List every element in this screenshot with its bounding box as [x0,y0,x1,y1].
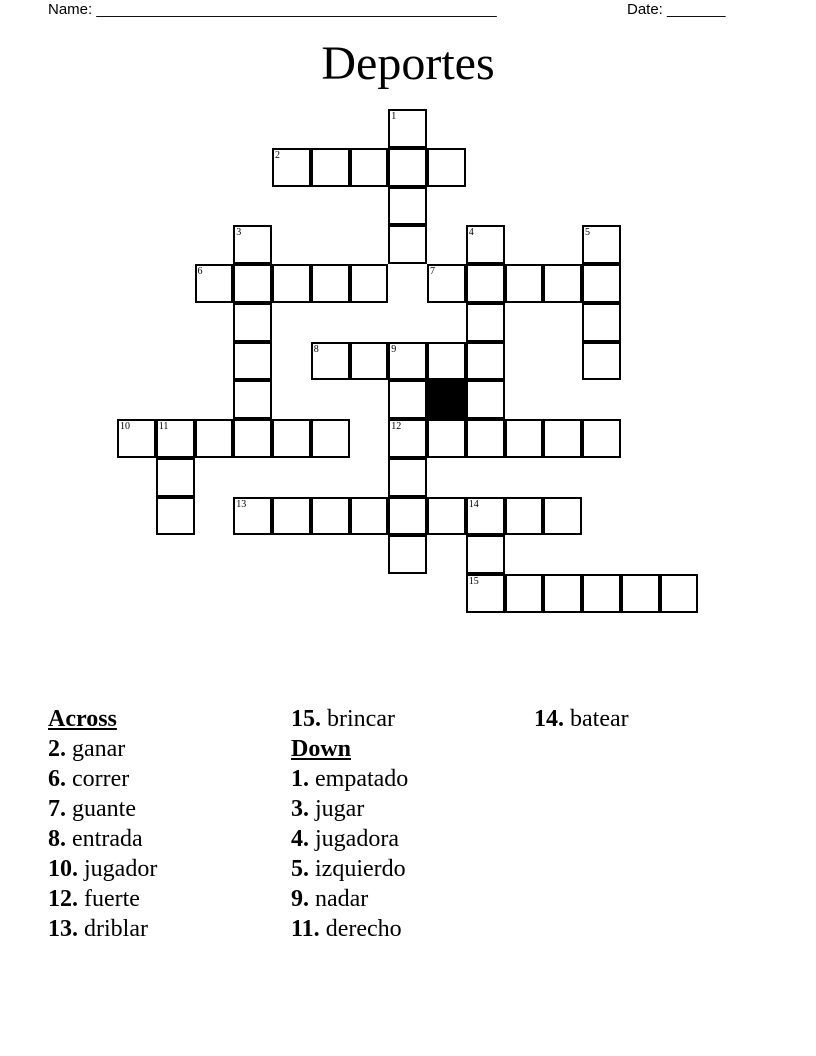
grid-cell[interactable] [427,342,466,381]
cell-number: 3 [236,227,242,239]
clue: 12. fuerte [48,886,140,912]
grid-cell[interactable] [272,264,311,303]
grid-cell[interactable] [543,497,582,536]
grid-cell[interactable] [505,419,544,458]
grid-cell[interactable] [195,264,234,303]
grid-cell[interactable] [505,264,544,303]
grid-cell[interactable] [543,419,582,458]
grid-cell[interactable] [466,225,505,264]
grid-cell[interactable] [350,497,389,536]
grid-cell[interactable] [466,497,505,536]
grid-cell[interactable] [311,148,350,187]
grid-cell[interactable] [466,380,505,419]
cell-number: 1 [391,111,397,122]
grid-cell[interactable] [388,535,427,574]
clue: 3. jugar [291,796,365,822]
clue: 11. derecho [291,916,402,942]
cell-number: 8 [313,343,319,355]
grid-cell[interactable] [505,574,544,613]
grid-cell[interactable] [311,264,350,303]
clue: 6. correr [48,766,130,792]
down-heading: Down [291,736,352,762]
grid-cell[interactable] [543,264,582,303]
grid-cell[interactable] [543,574,582,613]
grid-cell[interactable] [466,303,505,342]
grid-cell[interactable] [233,225,272,264]
grid-cell[interactable] [466,574,505,613]
cell-number: 5 [585,227,590,239]
grid-cell[interactable] [582,574,621,613]
cell-number: 11 [158,421,169,432]
grid-cell[interactable] [272,419,311,458]
grid-cell[interactable] [466,264,505,303]
grid-cell[interactable] [233,342,272,381]
clue: 10. jugador [48,856,158,882]
clue: 9. nadar [291,886,369,912]
grid-cell[interactable] [427,497,466,536]
clue: 8. entrada [48,826,143,852]
page-title: Deportes [321,37,495,90]
grid-cell[interactable] [156,458,195,497]
grid-cell[interactable] [311,419,350,458]
grid-cell[interactable] [388,380,427,419]
clue: 14. batear [534,706,629,732]
grid-cell[interactable] [388,497,427,536]
grid-cell[interactable] [582,303,621,342]
grid-cell[interactable] [388,225,427,264]
grid-cell[interactable] [272,148,311,187]
black-cell [427,380,466,419]
grid-cell[interactable] [466,535,505,574]
cell-number: 7 [430,266,435,277]
grid-cell[interactable] [388,148,427,187]
grid-cell[interactable] [582,264,621,303]
grid-cell[interactable] [233,303,272,342]
cell-number: 12 [391,421,402,432]
grid-cell[interactable] [427,264,466,303]
grid-cell[interactable] [660,574,699,613]
cell-number: 15 [468,576,479,587]
grid-cell[interactable] [233,380,272,419]
grid-cell[interactable] [117,419,156,458]
clues-column-3 [534,704,629,734]
cell-number: 10 [120,421,130,432]
cell-number: 13 [236,498,247,510]
clue: 2. ganar [48,736,126,762]
clue: 15. brincar [291,706,395,732]
grid-cell[interactable] [350,148,389,187]
grid-cell[interactable] [233,264,272,303]
cell-number: 2 [275,149,280,161]
clue: 7. guante [48,796,136,822]
clues-column-1 [48,704,157,944]
grid-cell[interactable] [156,497,195,536]
clue: 4. jugadora [291,826,399,852]
clue: 5. izquierdo [291,856,406,882]
grid-cell[interactable] [311,497,350,536]
grid-cell[interactable] [350,342,389,381]
grid-cell[interactable] [388,458,427,497]
clue: 1. empatado [291,766,409,792]
grid-cell[interactable] [388,342,427,381]
grid-cell[interactable] [427,419,466,458]
grid-cell[interactable] [427,148,466,187]
grid-cell[interactable] [466,342,505,381]
grid-cell[interactable] [195,419,234,458]
cell-number: 6 [197,266,203,277]
grid-cell[interactable] [350,264,389,303]
cell-number: 4 [468,227,474,239]
across-heading: Across [48,706,117,732]
grid-cell[interactable] [505,497,544,536]
cell-number: 14 [468,498,479,510]
grid-cell[interactable] [388,419,427,458]
grid-cell[interactable] [233,497,272,536]
grid-cell[interactable] [272,497,311,536]
date-field[interactable]: Date: _______ [627,1,726,18]
grid-cell[interactable] [466,419,505,458]
grid-cell[interactable] [311,342,350,381]
grid-cell[interactable] [388,109,427,148]
grid-cell[interactable] [582,419,621,458]
grid-cell[interactable] [582,342,621,381]
clue: 13. driblar [48,916,148,942]
grid-cell[interactable] [388,187,427,226]
grid-cell[interactable] [621,574,660,613]
grid-cell[interactable] [156,419,195,458]
grid-cell[interactable] [233,419,272,458]
clues-column-2 [291,704,408,944]
cell-number: 9 [391,343,397,355]
grid-cell[interactable] [582,225,621,264]
name-field[interactable]: Name: ________________________________________________ [48,1,497,18]
